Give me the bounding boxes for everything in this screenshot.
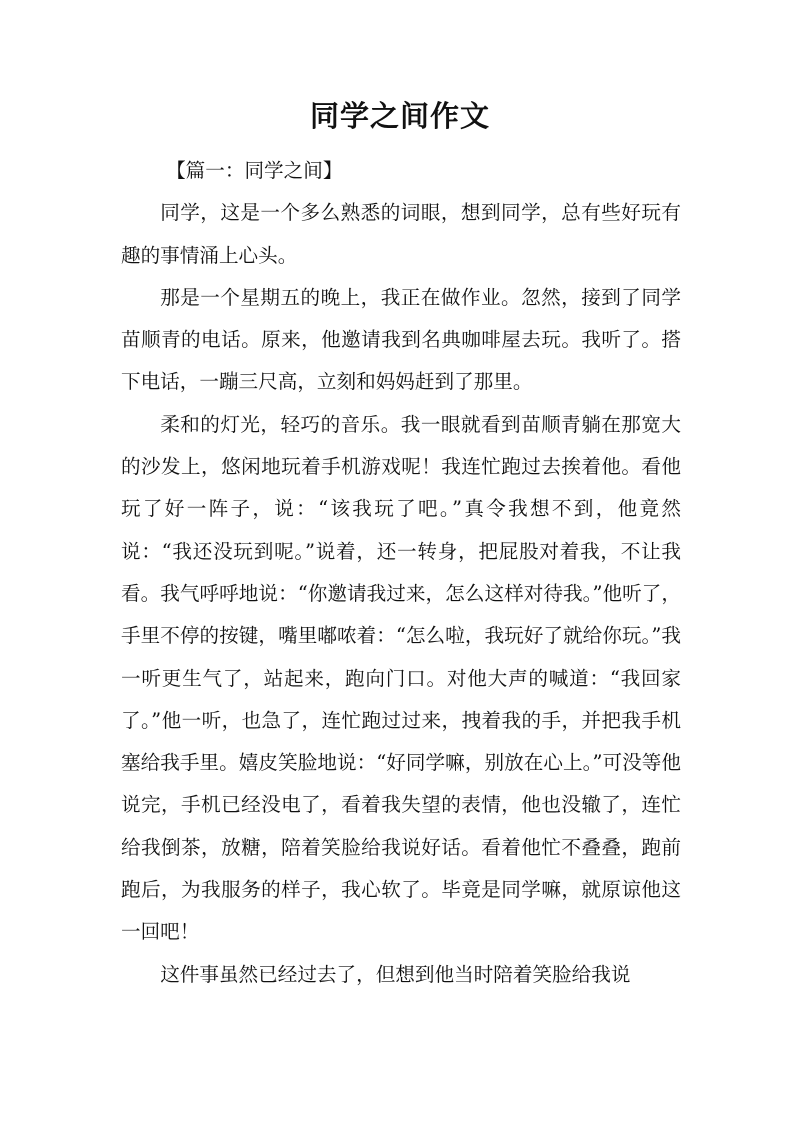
document-body xyxy=(121,150,681,996)
section-heading: 【篇一：同学之间】 xyxy=(166,159,343,182)
paragraph: 同学，这是一个多么熟悉的词眼，想到同学，总有些好玩有趣的事情涌上心头。 xyxy=(121,201,681,267)
paragraph: 那是一个星期五的晚上，我正在做作业。忽然，接到了同学苗顺青的电话。原来，他邀请我到名典咖啡屋去玩。我听了。搭下电话，一蹦三尺高，立刻和妈妈赶到了那里。 xyxy=(121,285,681,394)
document-title: 同学之间作文 xyxy=(309,99,490,133)
paragraph: 这件事虽然已经过去了，但想到他当时陪着笑脸给我说 xyxy=(160,962,631,986)
paragraph: 柔和的灯光，轻巧的音乐。我一眼就看到苗顺青躺在那宽大的沙发上，悠闲地玩着手机游戏呢！我连忙跑过去挨着他。看他玩了好一阵子，说：“该我玩了吧。”真令我想不到，他竟然说：“我还没玩到呢。”说着，还一转身，把屁股对着我，不让我看。我气呼呼地说：“你邀请我过来，怎么这样对待我。”他听了，手里不停的按键，嘴里嘟哝着：“怎么啦，我玩好了就给你玩。”我一听更生气了，站起来，跑向门口。对他大声的喊道：“我回家了。”他一听，也急了，连忙跑过过来，拽着我的手，并把我手机塞给我手里。嬉皮笑脸地说：“好同学嘛，别放在心上。”可没等他说完，手机已经没电了，看着我失望的表情，他也没辙了，连忙给我倒茶，放糖，陪着笑脸给我说好话。看着他忙不叠叠，跑前跑后，为我服务的样子，我心软了。毕竟是同学嘛，就原谅他这一回吧！ xyxy=(121,412,681,944)
